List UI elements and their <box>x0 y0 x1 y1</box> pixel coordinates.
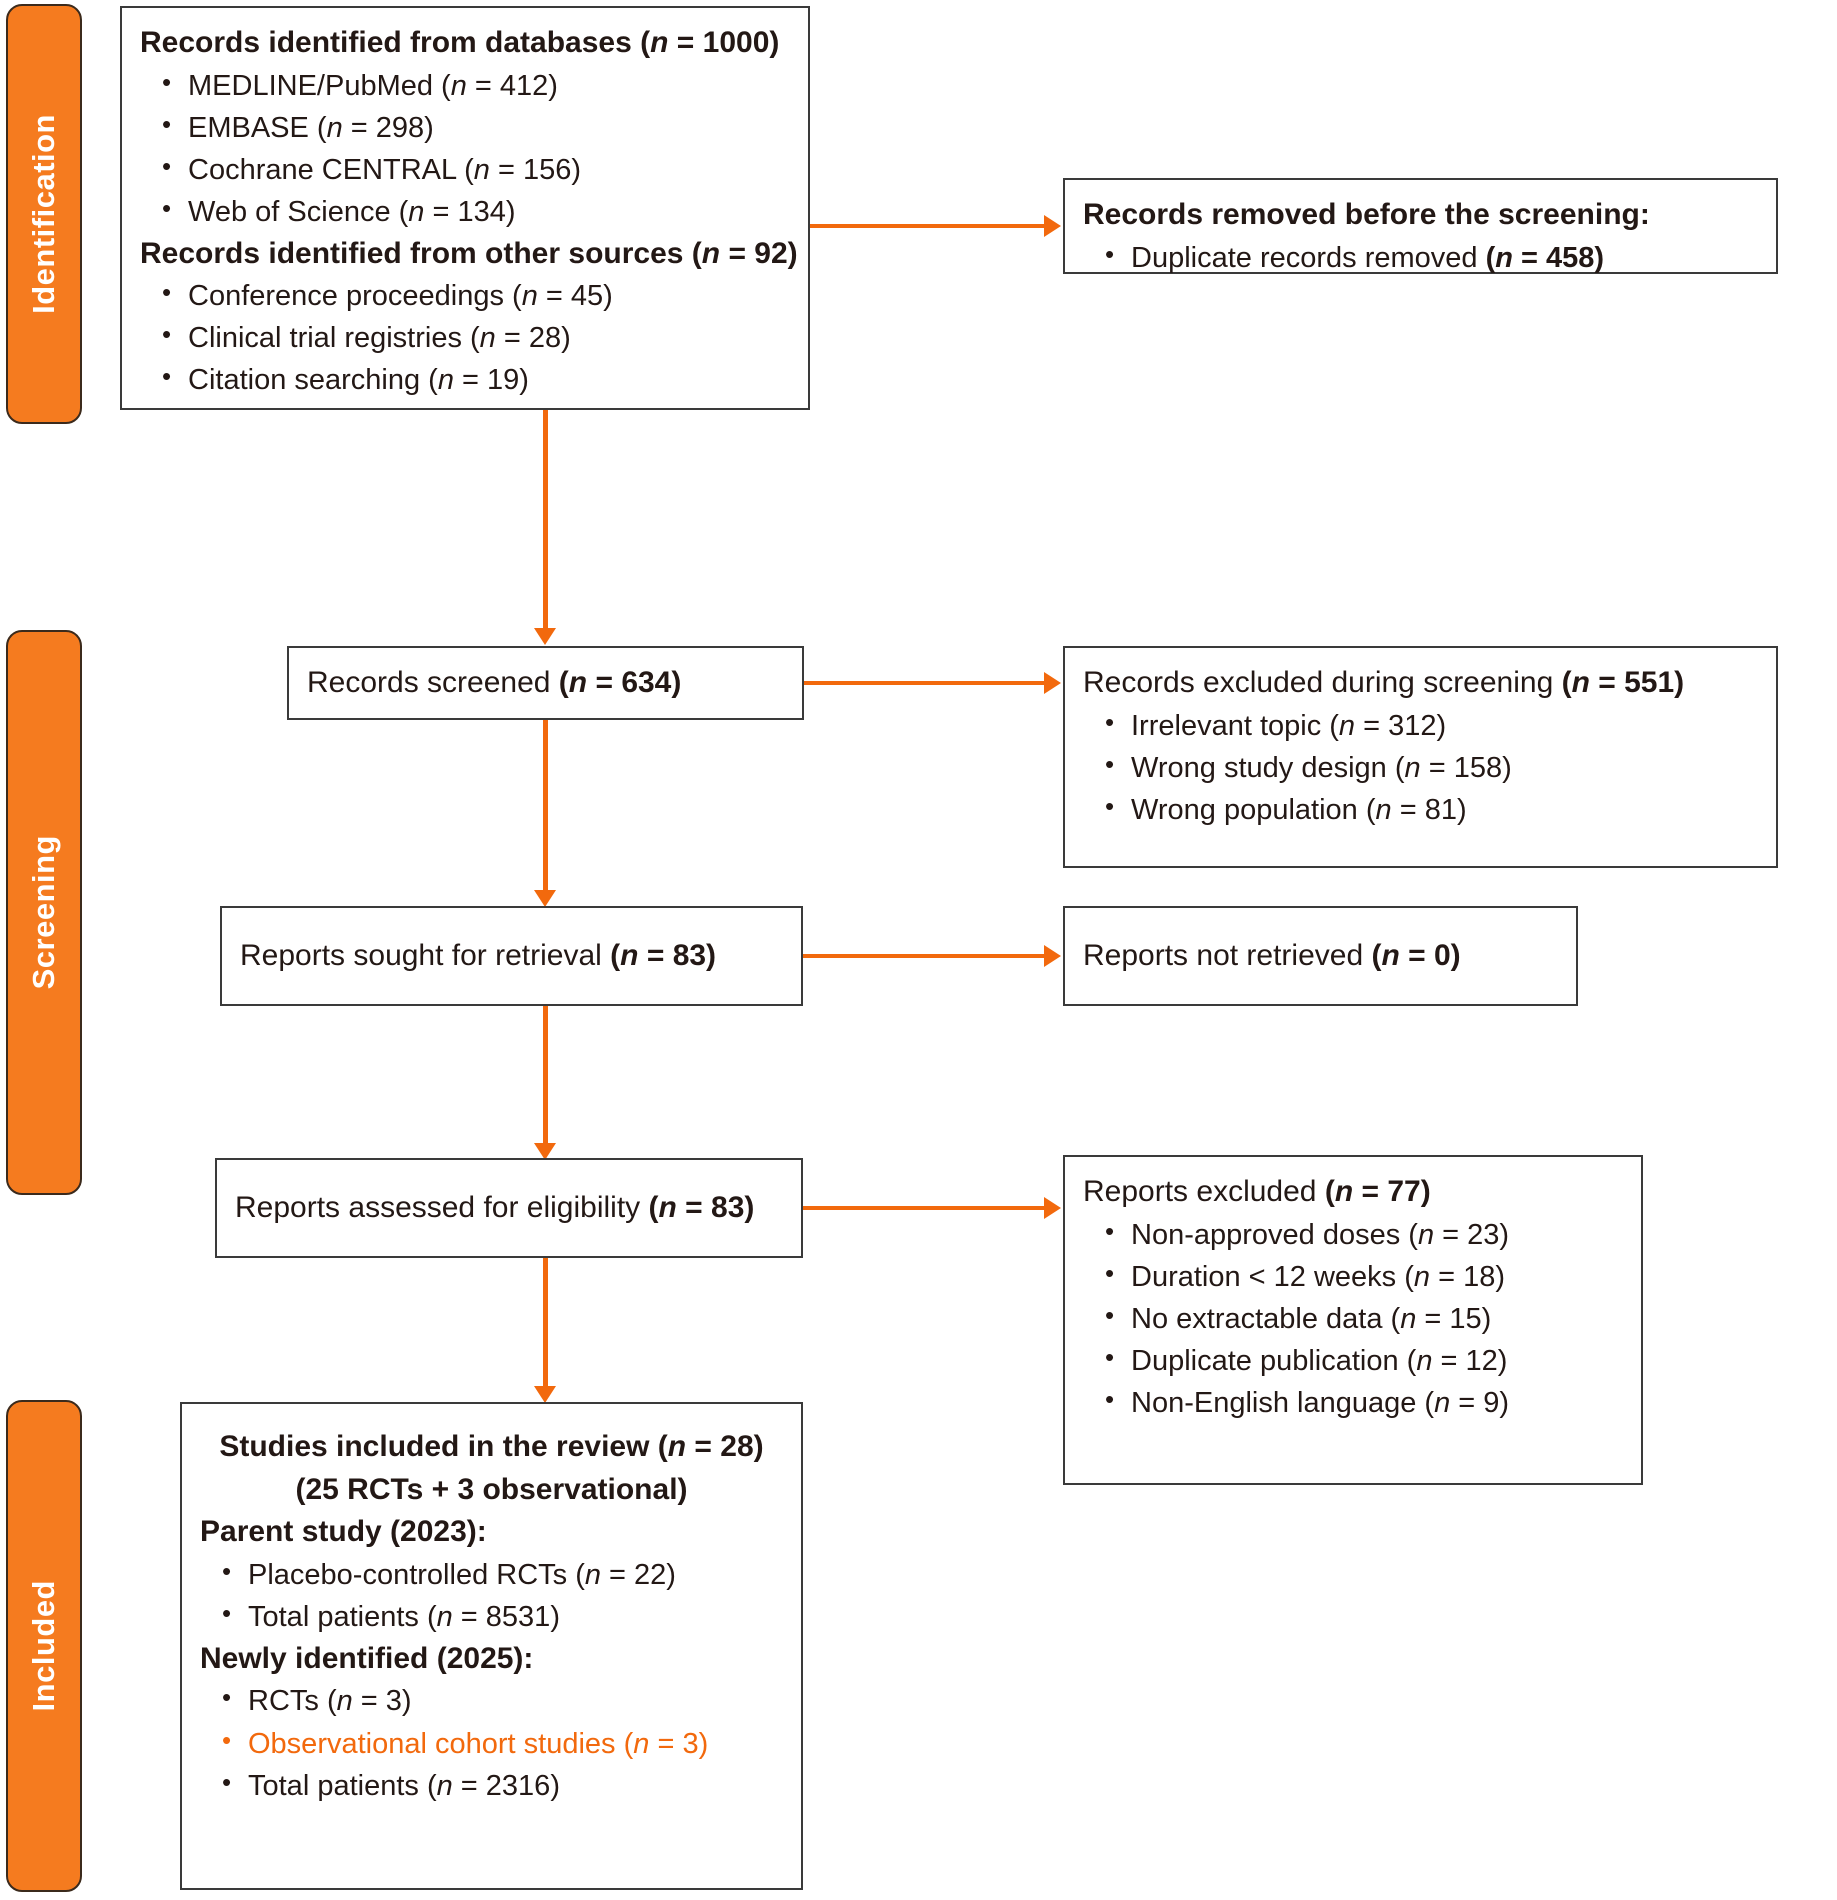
box-records-removed <box>1063 178 1778 274</box>
arrow-screened-to-excluded <box>1044 672 1061 694</box>
reports-not-retrieved-label: Reports not retrieved (n = 0) <box>1083 938 1461 972</box>
reports-excluded-heading: Reports excluded (n = 77) <box>1083 1175 1431 1208</box>
reports-sought-label: Reports sought for retrieval (n = 83) <box>240 938 717 972</box>
records-identified-other-heading: Records identified from other sources (n = 92) <box>140 236 798 270</box>
list-item: • Cochrane CENTRAL (n = 156) <box>140 149 790 191</box>
records-screened-label: Records screened (n = 634) <box>307 665 682 699</box>
list-item: • RCTs (n = 3) <box>200 1680 783 1722</box>
records-removed-heading: Records removed before the screening: <box>1083 198 1650 231</box>
connector-screened-to-excluded <box>804 681 1046 685</box>
studies-included-heading-line2: (25 RCTs + 3 observational) <box>295 1472 688 1506</box>
list-item: • Duration < 12 weeks (n = 18) <box>1083 1256 1623 1298</box>
stage-label-identification: Identification <box>26 114 61 314</box>
arrow-assessed-to-excluded <box>1044 1197 1061 1219</box>
box-studies-included <box>180 1402 803 1890</box>
reports-assessed-label: Reports assessed for eligibility (n = 83) <box>235 1190 755 1224</box>
list-item: • Duplicate publication (n = 12) <box>1083 1340 1623 1382</box>
box-reports-not-retrieved <box>1063 906 1578 1006</box>
records-excluded-heading: Records excluded during screening (n = 551) <box>1083 666 1685 699</box>
box-reports-sought <box>220 906 803 1006</box>
newly-identified-heading: Newly identified (2025): <box>200 1641 534 1675</box>
list-item: • Web of Science (n = 134) <box>140 191 790 233</box>
connector-screened-to-sought <box>543 720 548 895</box>
list-item: • Total patients (n = 2316) <box>200 1765 783 1807</box>
list-item: • Total patients (n = 8531) <box>200 1596 783 1638</box>
list-item: • Non-approved doses (n = 23) <box>1083 1214 1623 1256</box>
stage-bar-screening <box>6 630 82 1195</box>
list-item: • Conference proceedings (n = 45) <box>140 275 790 317</box>
list-item: • MEDLINE/PubMed (n = 412) <box>140 65 790 107</box>
list-item: • Wrong study design (n = 158) <box>1083 747 1758 789</box>
connector-assessed-to-included <box>543 1258 548 1391</box>
stage-label-screening: Screening <box>26 835 61 990</box>
list-item: • Clinical trial registries (n = 28) <box>140 317 790 359</box>
connector-sought-to-assessed <box>543 1006 548 1148</box>
list-item-highlighted: • Observational cohort studies (n = 3) <box>200 1723 783 1765</box>
connector-identification-to-removed <box>810 224 1046 228</box>
box-records-screened <box>287 646 804 720</box>
list-item: • EMBASE (n = 298) <box>140 107 790 149</box>
stage-bar-included <box>6 1400 82 1892</box>
arrow-identification-to-removed <box>1044 215 1061 237</box>
list-item: • Wrong population (n = 81) <box>1083 789 1758 831</box>
box-records-excluded <box>1063 646 1778 868</box>
records-identified-databases-heading: Records identified from databases (n = 1000) <box>140 26 780 59</box>
arrow-assessed-to-included <box>534 1386 556 1403</box>
stage-bar-identification <box>6 4 82 424</box>
arrow-sought-to-not-retrieved <box>1044 945 1061 967</box>
list-item: • Duplicate records removed (n = 458) <box>1083 237 1758 279</box>
box-records-identified <box>120 6 810 410</box>
connector-assessed-to-excluded <box>803 1206 1046 1210</box>
parent-study-heading: Parent study (2023): <box>200 1515 487 1549</box>
box-reports-assessed <box>215 1158 803 1258</box>
arrow-identification-to-screened <box>534 628 556 645</box>
list-item: • No extractable data (n = 15) <box>1083 1298 1623 1340</box>
studies-included-heading-line1: Studies included in the review (n = 28) <box>219 1430 764 1463</box>
connector-sought-to-not-retrieved <box>803 954 1046 958</box>
list-item: • Placebo-controlled RCTs (n = 22) <box>200 1554 783 1596</box>
list-item: • Irrelevant topic (n = 312) <box>1083 705 1758 747</box>
list-item: • Non-English language (n = 9) <box>1083 1382 1623 1424</box>
box-reports-excluded <box>1063 1155 1643 1485</box>
arrow-screened-to-sought <box>534 890 556 907</box>
connector-identification-to-screened <box>543 410 548 632</box>
stage-label-included: Included <box>26 1580 61 1712</box>
list-item: • Citation searching (n = 19) <box>140 359 790 401</box>
